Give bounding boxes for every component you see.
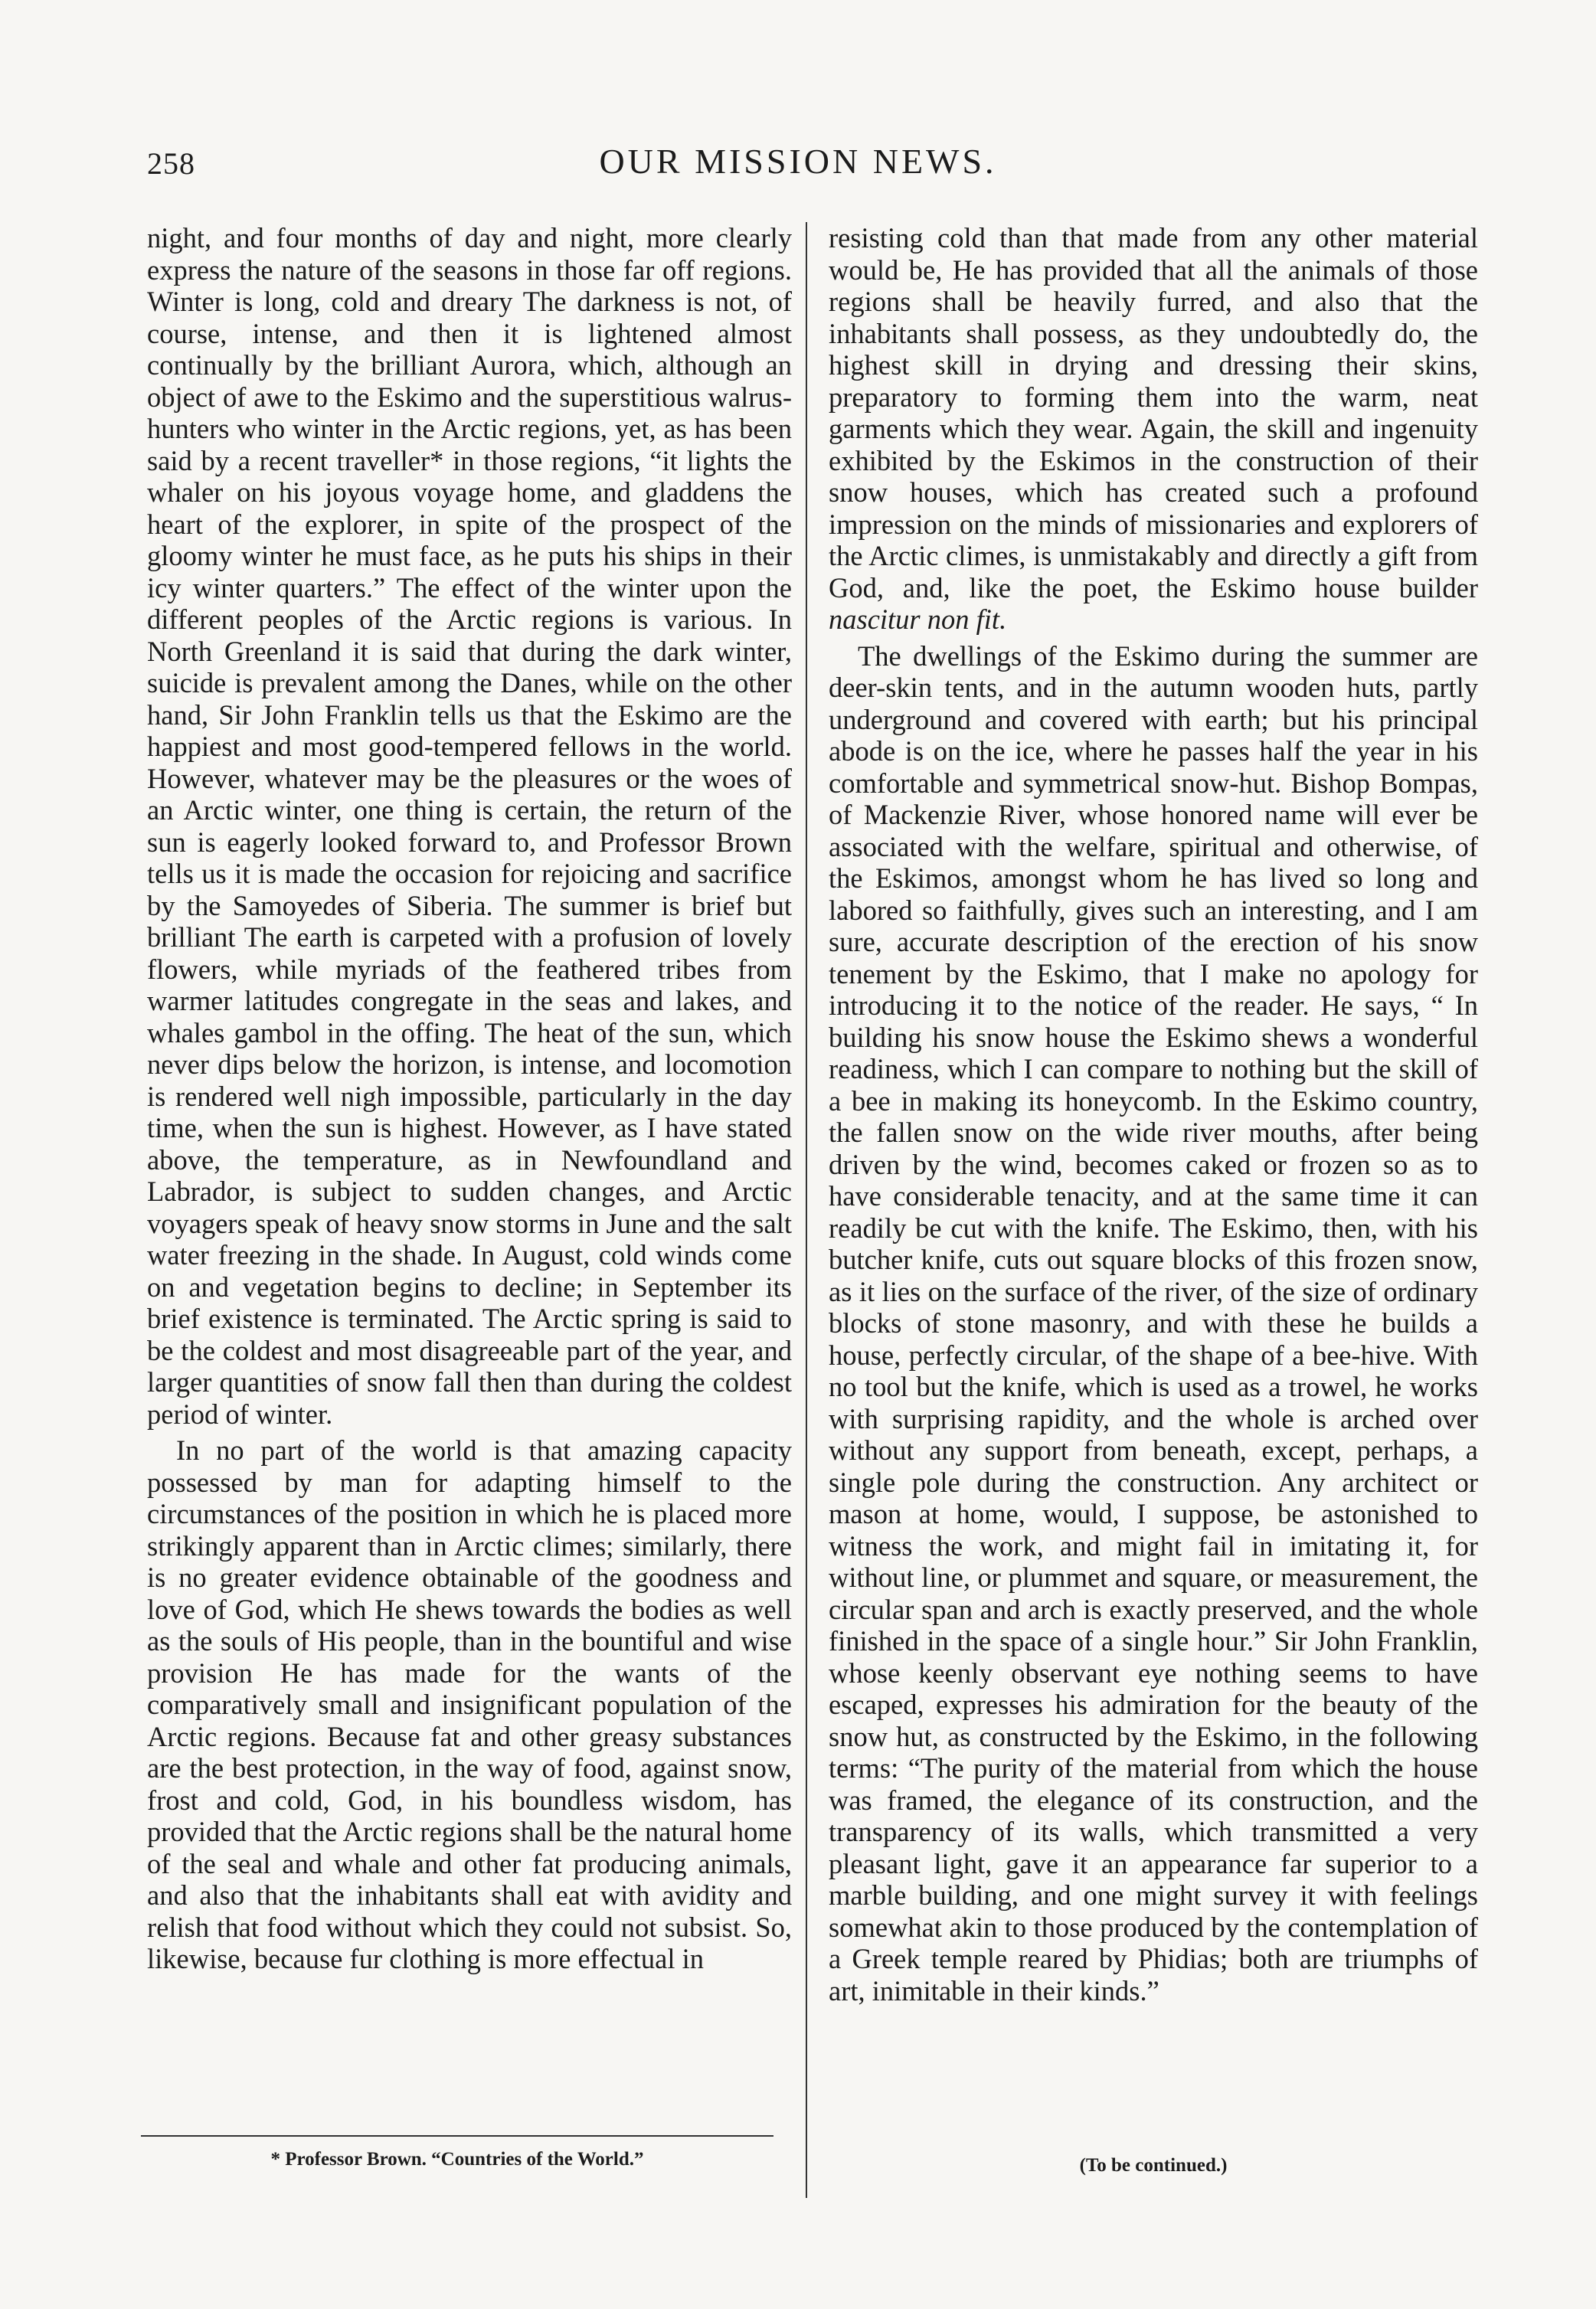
page-number: 258 (147, 146, 195, 181)
left-column (147, 222, 792, 1975)
continued-note: (To be continued.) (1079, 2155, 1228, 2176)
footnote: * Professor Brown. “Countries of the World.” (270, 2149, 644, 2170)
right-paragraph-2: The dwellings of the Eskimo during the summer are deer-skin tents, and in the autumn wooden huts, partly underground and covered with earth; but his principal abode is on the ice, where he passes half the year in his comfortable and symmetrical snow-hut. Bishop Bompas, of Mackenzie River, whose honored name will ever be associated with the welfare, spiritual and otherwise, of the Eskimos, amongst whom he has lived so long and labored so faithfully, gives such an interesting, and I am sure, accurate description of the erection of his snow tenement by the Eskimo, that I make no apology for introducing it to the notice of the reader. He says, “ In building his snow house the Eskimo shews a wonderful readiness, which I can compare to nothing but the skill of a bee in making its honeycomb. In the Eskimo country, the fallen snow on the wide river mouths, after being driven by the wind, becomes caked or frozen so as to have considerable tenacity, and at the same time it can readily be cut with the knife. The Eskimo, then, with his butcher knife, cuts out square blocks of this frozen snow, as it lies on the surface of the river, of the size of ordinary blocks of stone masonry, and with these he builds a house, perfectly circular, of the shape of a bee-hive. With no tool but the knife, which is used as a trowel, he works with surprising rapidity, and the whole is arched over without any support from beneath, except, perhaps, a single pole during the construction. Any architect or mason at home, would, I suppose, be astonished to witness the work, and might fail in imitating it, for without line, or plummet and square, or measurement, the circular span and arch is exactly preserved, and the whole finished in the space of a single hour.” Sir John Franklin, whose keenly observant eye nothing seems to have escaped, expresses his admiration for the beauty of the snow hut, as constructed by the Eskimo, in the following terms: “The purity of the material from which the house was framed, the elegance of its construction, and the transparency of its walls, which transmitted a very pleasant light, gave it an appearance far superior to a marble building, and one might survey it with feelings somewhat akin to those produced by the contemplation of a Greek temple reared by Phidias; both are triumphs of art, inimitable in their kinds.” (829, 639, 1478, 2006)
footnote-divider (141, 2135, 773, 2137)
right-paragraph-1 (829, 222, 1478, 636)
column-divider (806, 222, 807, 2198)
running-head-title: OUR MISSION NEWS. (599, 142, 997, 181)
left-paragraph-2: In no part of the world is that amazing capacity possessed by man for adapting himself to the circumstances of the position in which he is placed more strikingly apparent than in Arctic climes; similarly, there is no greater evidence obtainable of the goodness and love of God, which He shews towards the bodies as well as the souls of His people, than in the bountiful and wise provision He has made for the wants of the comparatively small and insignificant population of the Arctic regions. Because fat and other greasy substances are the best protection, in the way of food, against snow, frost and cold, God, in his boundless wisdom, has provided that the Arctic regions shall be the natural home of the seal and whale and other fat producing animals, and also that the inhabitants shall eat with avidity and relish that food without which they could not subsist. So, likewise, because fur clothing is more effectual in (147, 1434, 792, 1974)
right-paragraph-1-text: resisting cold than that made from any other material would be, He has provided that all the animals of those regions shall be heavily furred, and also that the inhabitants shall possess, as they undoubtedly do, the highest skill in drying and dressing their skins, preparatory to forming them into the warm, neat garments which they wear. Again, the skill and ingenuity exhibited by the Eskimos in the construction of their snow houses, which has created such a profound impression on the minds of missionaries and explorers of the Arctic climes, is unmistakably and directly a gift from God, and, like the poet, the Eskimo house builder (829, 222, 1478, 603)
left-paragraph-1: night, and four months of day and night, more clearly express the nature of the seasons in those far off regions. Winter is long, cold and dreary The darkness is not, of course, intense, and then it is lightened almost continually by the brilliant Aurora, which, although an object of awe to the Eskimo and the superstitious walrus-hunters who winter in the Arctic regions, yet, as has been said by a recent traveller* in those regions, “it lights the whaler on his joyous voyage home, and gladdens the heart of the explorer, in spite of the prospect of the gloomy winter he must face, as he puts his ships in their icy winter quarters.” The effect of the winter upon the different peoples of the Arctic regions is various. In North Greenland it is said that during the dark winter, suicide is prevalent among the Danes, while on the other hand, Sir John Franklin tells us that the Eskimo are the happiest and most good-tempered fellows in the world. However, whatever may be the pleasures or the woes of an Arctic winter, one thing is certain, the return of the sun is eagerly looked forward to, and Professor Brown tells us it is made the occasion for rejoicing and sacrifice by the Samoyedes of Siberia. The summer is brief but brilliant The earth is carpeted with a profusion of lovely flowers, while myriads of the feathered tribes from warmer latitudes congregate in the seas and lakes, and whales gambol in the offing. The heat of the sun, which never dips below the horizon, is intense, and locomotion is rendered well nigh impossible, particularly in the day time, when the sun is highest. However, as I have stated above, the temperature, as in Newfoundland and Labrador, is subject to sudden changes, and Arctic voyagers speak of heavy snow storms in June and the salt water freezing in the shade. In August, cold winds come on and vegetation begins to decline; in September its brief existence is terminated. The Arctic spring is said to be the coldest and most disagreeable part of the year, and larger quantities of snow fall then than during the coldest period of winter. (147, 222, 792, 1430)
latin-phrase: nascitur non fit. (829, 603, 1007, 635)
right-column (829, 222, 1478, 2006)
